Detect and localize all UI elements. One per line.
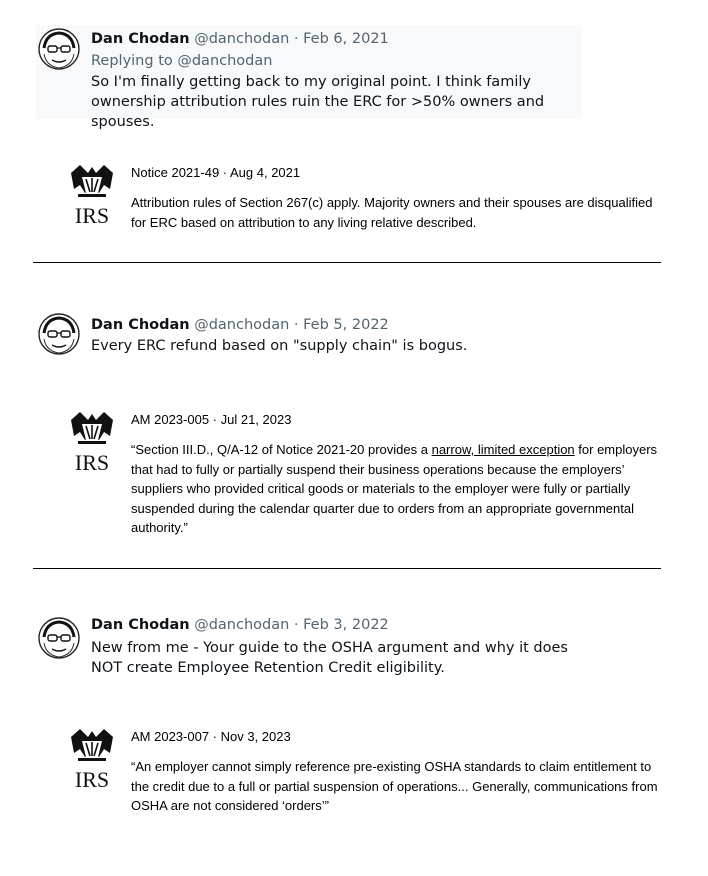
tweet-header [91,316,389,334]
author-handle-date[interactable]: @danchodan · Feb 6, 2021 [194,31,389,47]
author-handle-date[interactable]: @danchodan · Feb 3, 2022 [194,617,389,633]
tweet-card[interactable] [36,25,582,130]
quote-part: for employers that had to fully or partially suspend their business operations because the employers’ suppliers who provided critical goods or materials to the employer were fully or partially suspended during the calendar quarter due to orders from an appropriate governmental authority.” [131,442,658,535]
avatar[interactable] [38,313,80,355]
notice-quote: Attribution rules of Section 267(c) apply. Majority owners and their spouses are disqualified for ERC based on attribution to any living relative described. [131,195,653,230]
notice-quote [131,440,666,538]
irs-eagle-logo-icon [68,410,116,474]
irs-eagle-logo-icon [68,163,116,227]
quote-underlined-phrase: narrow, limited exception [431,442,575,457]
avatar-sketch-icon [38,313,80,355]
avatar[interactable] [38,617,80,659]
author-name[interactable]: Dan Chodan [91,317,190,333]
avatar-sketch-icon [38,28,80,70]
author-name[interactable]: Dan Chodan [91,31,190,47]
post-section-2 [0,263,708,568]
notice-title: Notice 2021-49 · Aug 4, 2021 [131,165,301,180]
tweet-header [91,616,389,634]
svg-text:IRS: IRS [74,203,110,227]
tweet-text: Every ERC refund based on "supply chain" is bogus. [91,338,468,354]
tweet-card[interactable] [36,309,582,359]
author-handle-date[interactable]: @danchodan · Feb 5, 2022 [194,317,389,333]
replying-to[interactable]: Replying to @danchodan [91,53,273,69]
irs-eagle-logo-icon [68,727,116,791]
notice-quote: “An employer cannot simply reference pre-existing OSHA standards to claim entitlement to the credit due to a full or partial suspension of operations... Generally, communications from OSHA are not considered ‘orders’” [131,759,658,813]
avatar[interactable] [38,28,80,70]
avatar-sketch-icon [38,617,80,659]
notice-title: AM 2023-007 · Nov 3, 2023 [131,729,291,744]
svg-text:IRS: IRS [74,450,110,474]
tweet-text: So I'm finally getting back to my original point. I think family ownership attribution rules ruin the ERC for >50% owners and spouses. [91,74,545,130]
tweet-text: New from me - Your guide to the OSHA argument and why it does NOT create Employee Retention Credit eligibility. [91,640,568,676]
notice-title: AM 2023-005 · Jul 21, 2023 [131,412,292,427]
tweet-card[interactable] [36,613,582,683]
quote-part: “Section III.D., Q/A-12 of Notice 2021-20 provides a [131,442,432,457]
tweet-header [91,30,389,48]
post-section-1 [0,0,708,262]
svg-text:IRS: IRS [74,767,110,791]
post-section-3 [0,569,708,876]
author-name[interactable]: Dan Chodan [91,617,190,633]
